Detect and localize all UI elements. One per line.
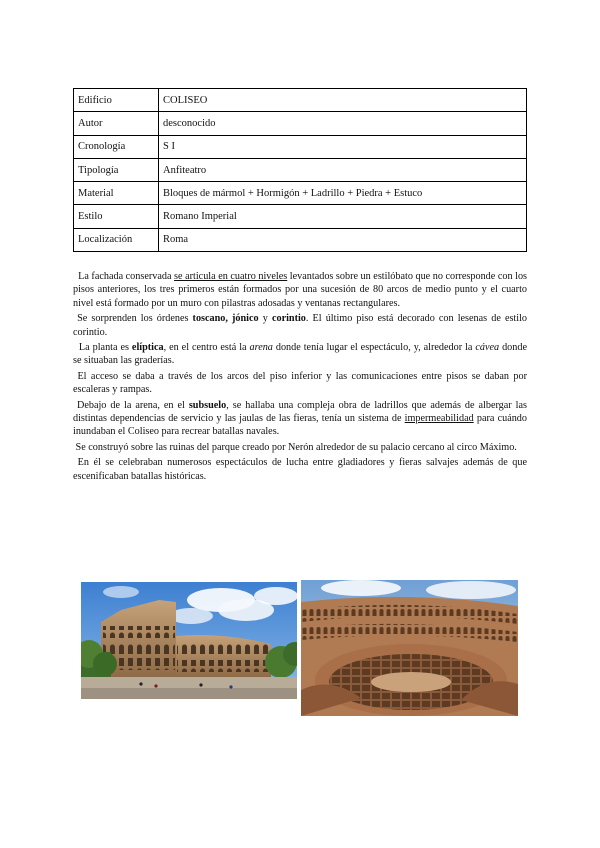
table-row — [74, 158, 527, 181]
row-label: Tipología — [74, 158, 159, 181]
bold-text: subsuelo — [188, 399, 227, 411]
text-run: Se construyó sobre las ruinas del parque creado por Nerón alrededor de su palacio cercano al circo Máximo. — [75, 441, 517, 453]
row-label: Estilo — [74, 205, 159, 228]
row-value: Roma — [159, 228, 527, 251]
row-label: Cronología — [74, 135, 159, 158]
table-row — [74, 182, 527, 205]
text-run: , se hallaba una compleja obra de ladrillos que además de albergar las distintas dependencias de servicio y las jaulas de las fieras, tenía un sistema de — [73, 399, 527, 425]
row-value: S I — [159, 135, 527, 158]
bold-text: , — [225, 313, 233, 325]
row-label: Material — [74, 182, 159, 205]
bold-text: toscano — [192, 313, 226, 325]
text-run: y — [258, 313, 272, 325]
text-run: En él se celebraban numerosos espectáculos de lucha entre gladiadores y fieras salvajes además de que escenificaban batallas históricas. — [73, 457, 528, 482]
text-run: Se sorprenden los órdenes — [77, 313, 193, 325]
paragraph-nero — [73, 441, 527, 454]
text-run: donde se situaban las graderías. — [73, 342, 527, 367]
text-run: La planta es — [78, 342, 132, 354]
paragraph-subsoil — [73, 399, 527, 439]
row-label: Autor — [74, 112, 159, 135]
bold-text: corintio — [271, 313, 306, 325]
row-value: Romano Imperial — [159, 205, 527, 228]
paragraph-access — [73, 370, 527, 397]
row-label: Edificio — [74, 89, 159, 112]
info-table — [73, 88, 527, 252]
row-value: desconocido — [159, 112, 527, 135]
paragraph-orders — [73, 312, 527, 339]
colosseum-interior-photo — [301, 580, 518, 716]
colosseum-exterior-photo — [81, 582, 297, 699]
table-row — [74, 228, 527, 251]
row-label: Localización — [74, 228, 159, 251]
text-run: El acceso se daba a través de los arcos del piso inferior y las comunicaciones entre pisos se daban por escaleras y rampas. — [73, 370, 527, 396]
text-run: . El último piso está decorado con lesenas de estilo corintio. — [73, 313, 528, 338]
text-run: Debajo de la arena, en el — [76, 399, 189, 411]
row-value: Bloques de mármol + Hormigón + Ladrillo + Piedra + Estuco — [159, 182, 527, 205]
row-value: COLISEO — [159, 89, 527, 112]
table-row — [74, 135, 527, 158]
text-run: para cuándo inundaban el Coliseo para recrear batallas navales. — [73, 413, 527, 438]
table-row — [74, 89, 527, 112]
italic-text: cávea — [475, 342, 500, 354]
paragraph-facade — [73, 270, 527, 310]
table-row — [74, 205, 527, 228]
paragraph-plan — [73, 341, 527, 368]
bold-text: elíptica — [131, 342, 164, 354]
text-run: levantados sobre un estilóbato que no corresponde con los pisos anteriores, los tres primeros están formados por una sucesión de 80 arcos de medio punto y el cuarto nivel está formado por un muro con pilastras adosadas y ventanas rectangulares. — [73, 271, 527, 309]
paragraph-spectacles — [73, 456, 527, 483]
text-run: , en el centro está la — [163, 342, 250, 354]
body-text — [73, 270, 527, 485]
italic-text: arena — [249, 342, 273, 354]
underlined-text: impermeabilidad — [404, 413, 474, 425]
text-run: La fachada conservada — [78, 271, 175, 282]
underlined-text: se articula en cuatro niveles — [174, 271, 288, 282]
bold-text: jónico — [232, 313, 259, 325]
table-row — [74, 112, 527, 135]
text-run: donde tenía lugar el espectáculo, y, alrededor la — [272, 342, 476, 354]
row-value: Anfiteatro — [159, 158, 527, 181]
